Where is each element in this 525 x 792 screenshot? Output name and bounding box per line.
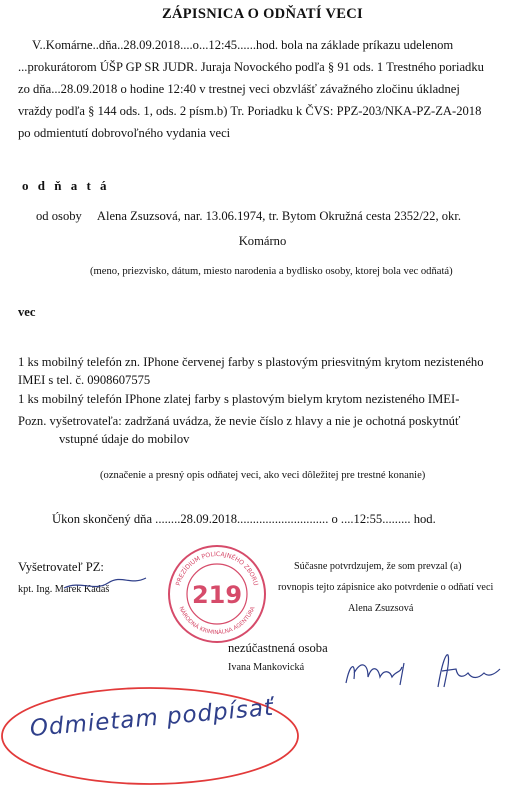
intro-line-1: V..Komárne..dňa..28.09.2018....o...12:45......hod. bola na základe príkazu udelenom	[32, 38, 454, 52]
stamp-ring-top: PREZÍDIUM POLICAJNÉHO ZBORU	[174, 550, 260, 587]
police-stamp	[164, 541, 270, 647]
person-line-1: od osoby Alena Zsuzsová, nar. 13.06.1974, tr. Bytom Okružná cesta 2352/22, okr.	[36, 209, 461, 223]
uninvolved-signature	[338, 643, 518, 701]
item-line-1: 1 ks mobilný telefón zn. IPhone červenej farby s plastovým priesvitným krytom nezisteného	[18, 355, 484, 369]
intro-line-2: ...prokurátorom ÚŠP GP SR JUDR. Juraja Novockého podľa § 91 ods. 1 Trestného poriadku	[18, 60, 484, 74]
odnata-heading: o d ň a t á	[22, 178, 110, 193]
uninvolved-name: Ivana Mankovická	[228, 662, 305, 673]
items-caption: (označenie a presný opis odňatej veci, ako veci dôležitej pre trestné konanie)	[100, 470, 426, 481]
person-caption: (meno, priezvisko, dátum, miesto narodenia a bydlisko osoby, ktorej bola vec odňatá)	[90, 266, 453, 277]
item-line-4: Pozn. vyšetrovateľa: zadržaná uvádza, že nevie číslo z hlavy a nie je ochotná poskytnúť	[18, 414, 461, 428]
item-line-2: IMEI s tel. č. 0908607575	[18, 373, 151, 387]
investigator-signature	[60, 574, 150, 598]
intro-line-5: po odmientutí dobrovoľného vydania veci	[18, 126, 231, 140]
intro-line-3: zo dňa...28.09.2018 o hodine 12:40 v trestnej veci obzvlášť závažného zločinu úkladnej	[18, 82, 460, 96]
confirmation-line-2: rovnopis tejto zápisnice ako potvrdenie o odňatí veci	[278, 582, 494, 593]
person-line-2: Komárno	[238, 234, 287, 248]
confirmation-line-1: Súčasne potvrdzujem, že som prevzal (a)	[294, 561, 462, 572]
stamp-ring-bottom: NÁRODNÁ KRIMINÁLNA AGENTÚRA	[177, 605, 257, 637]
uninvolved-label: nezúčastnená osoba	[228, 641, 328, 655]
stamp-number: 219	[191, 581, 243, 609]
ended-line: Úkon skončený dňa ........28.09.2018............................. o ....12:55......... hod.	[52, 512, 436, 526]
svg-text:NÁRODNÁ KRIMINÁLNA AGENTÚRA	[177, 606, 256, 636]
handwritten-refusal: Odmietam podpísať	[28, 694, 276, 742]
investigator-label: Vyšetrovateľ PZ:	[18, 560, 104, 574]
item-line-5: vstupné údaje do mobilov	[59, 432, 190, 446]
investigator-name: kpt. Ing. Marek Kadáš	[18, 584, 110, 595]
item-line-3: 1 ks mobilný telefón IPhone zlatej farby s plastovým bielym krytom nezisteného IMEI-	[18, 392, 460, 406]
vec-heading: vec	[18, 305, 36, 319]
confirmation-name: Alena Zsuzsová	[348, 603, 414, 614]
document-title: ZÁPISNICA O ODŇATÍ VECI	[162, 6, 363, 22]
intro-line-4: vraždy podľa § 144 ods. 1, ods. 2 písm.b) Tr. Poriadku k ČVS: PPZ-203/NKA-PZ-ZA-2018	[18, 104, 482, 118]
